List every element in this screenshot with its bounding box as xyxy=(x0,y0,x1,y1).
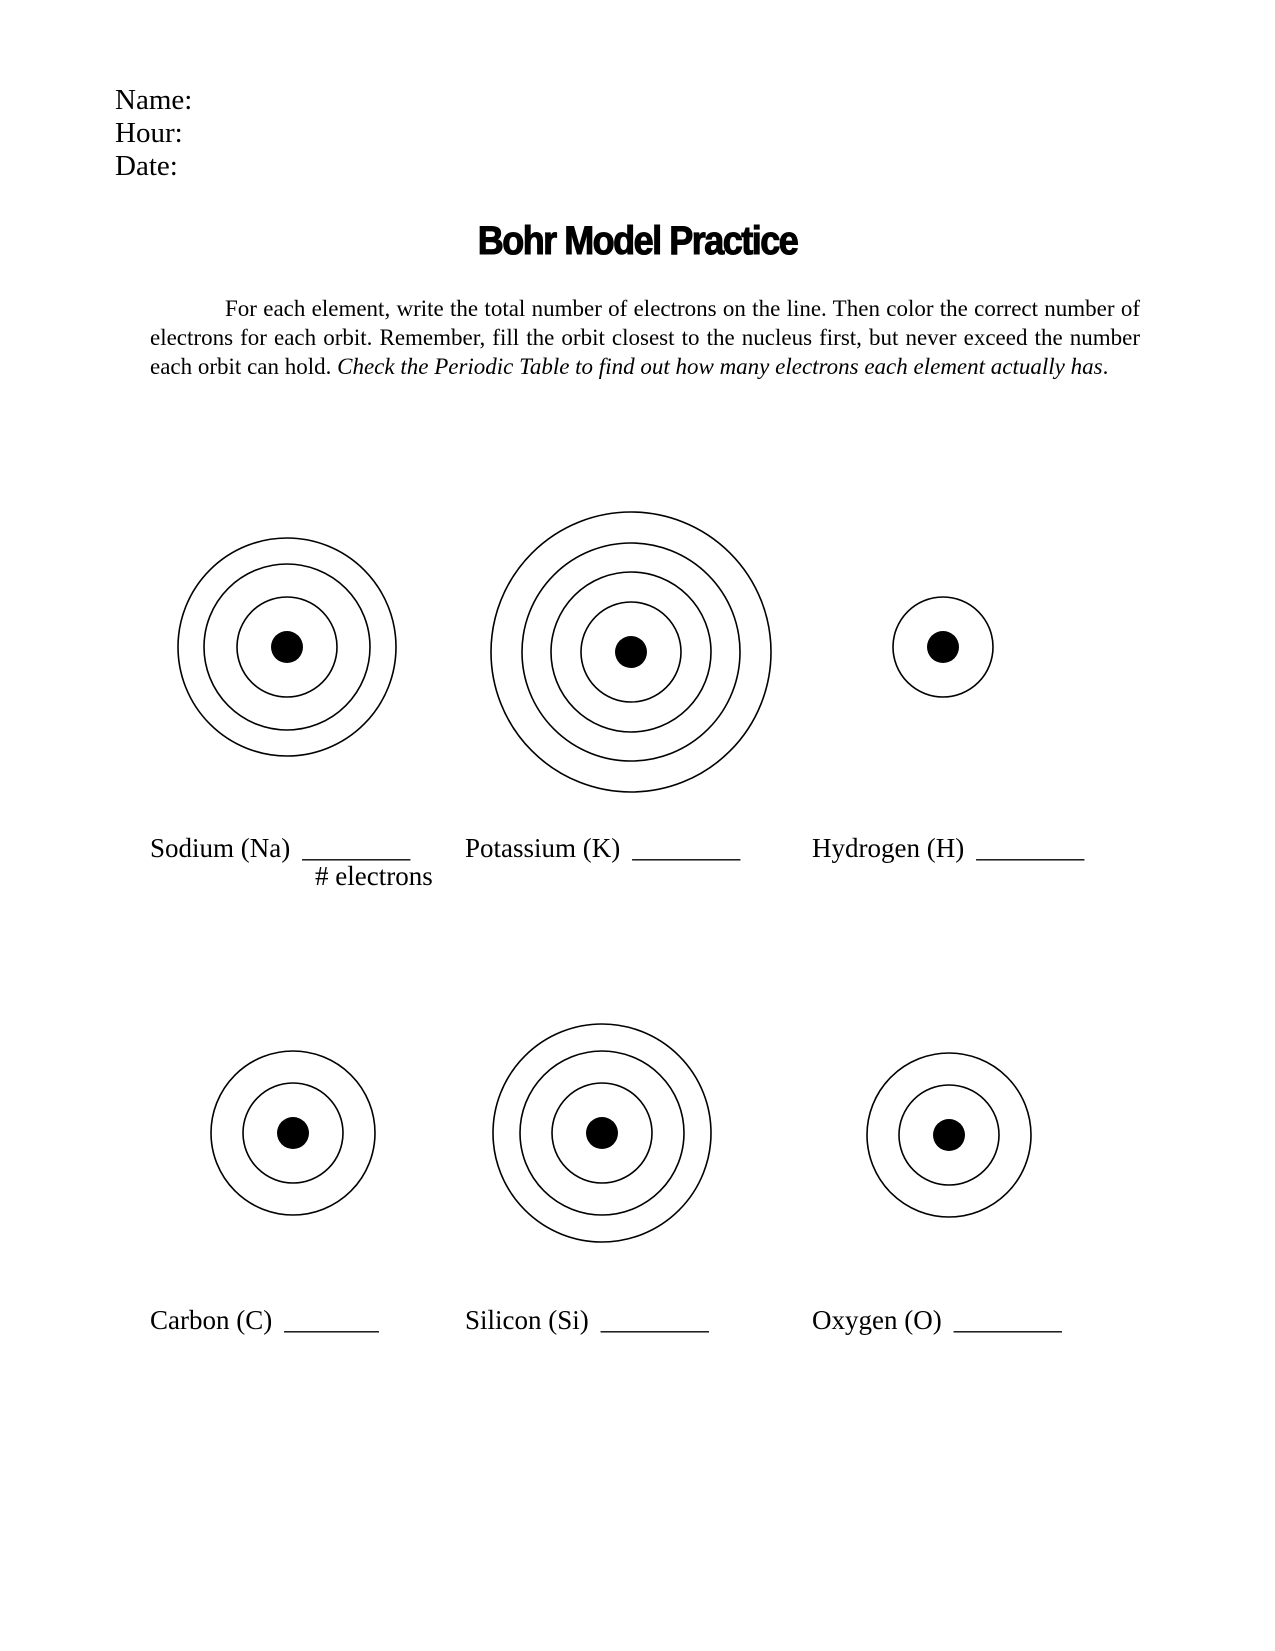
label-silicon xyxy=(465,1305,709,1336)
electron-count-blank[interactable]: ________ xyxy=(600,1305,709,1335)
element-name: Hydrogen (H) xyxy=(812,833,965,863)
electron-count-blank[interactable]: ________ xyxy=(976,833,1085,863)
electron-count-blank[interactable]: ________ xyxy=(632,833,741,863)
nucleus xyxy=(271,631,303,663)
instructions-text: For each element, write the total number of electrons on the line. Then color the correct number of electrons for each orbit. Remember, fill the orbit closest to the nucleus first, but never exceed the number each orbit can hold. xyxy=(150,296,1140,379)
nucleus xyxy=(927,631,959,663)
label-potassium xyxy=(465,833,740,864)
nucleus xyxy=(615,636,647,668)
bohr-model-hydrogen xyxy=(893,597,993,697)
element-name: Sodium (Na) xyxy=(150,833,291,863)
element-name: Carbon (C) xyxy=(150,1305,273,1335)
label-carbon xyxy=(150,1305,379,1336)
label-sodium xyxy=(150,833,410,864)
bohr-model-oxygen xyxy=(867,1053,1031,1217)
electron-count-blank[interactable]: _______ xyxy=(284,1305,379,1335)
bohr-model-sodium xyxy=(178,538,396,756)
name-label: Name: xyxy=(115,84,193,116)
electron-count-blank[interactable]: ________ xyxy=(953,1305,1062,1335)
nucleus xyxy=(586,1117,618,1149)
label-hydrogen xyxy=(812,833,1084,864)
page-title: Bohr Model Practice xyxy=(477,217,798,263)
element-name: Oxygen (O) xyxy=(812,1305,942,1335)
bohr-model-carbon xyxy=(211,1051,375,1215)
label-oxygen xyxy=(812,1305,1062,1336)
bohr-model-potassium xyxy=(491,512,771,792)
date-label: Date: xyxy=(115,150,178,182)
electron-count-blank[interactable]: ________ xyxy=(302,833,411,863)
element-name: Potassium (K) xyxy=(465,833,621,863)
hour-label: Hour: xyxy=(115,117,183,149)
instructions-italic: Check the Periodic Table to find out how many electrons each element actually has xyxy=(337,354,1103,379)
nucleus xyxy=(277,1117,309,1149)
instructions-end: . xyxy=(1102,354,1109,379)
nucleus xyxy=(933,1119,965,1151)
bohr-model-silicon xyxy=(493,1024,711,1242)
element-name: Silicon (Si) xyxy=(465,1305,589,1335)
electrons-caption: # electrons xyxy=(315,861,433,891)
